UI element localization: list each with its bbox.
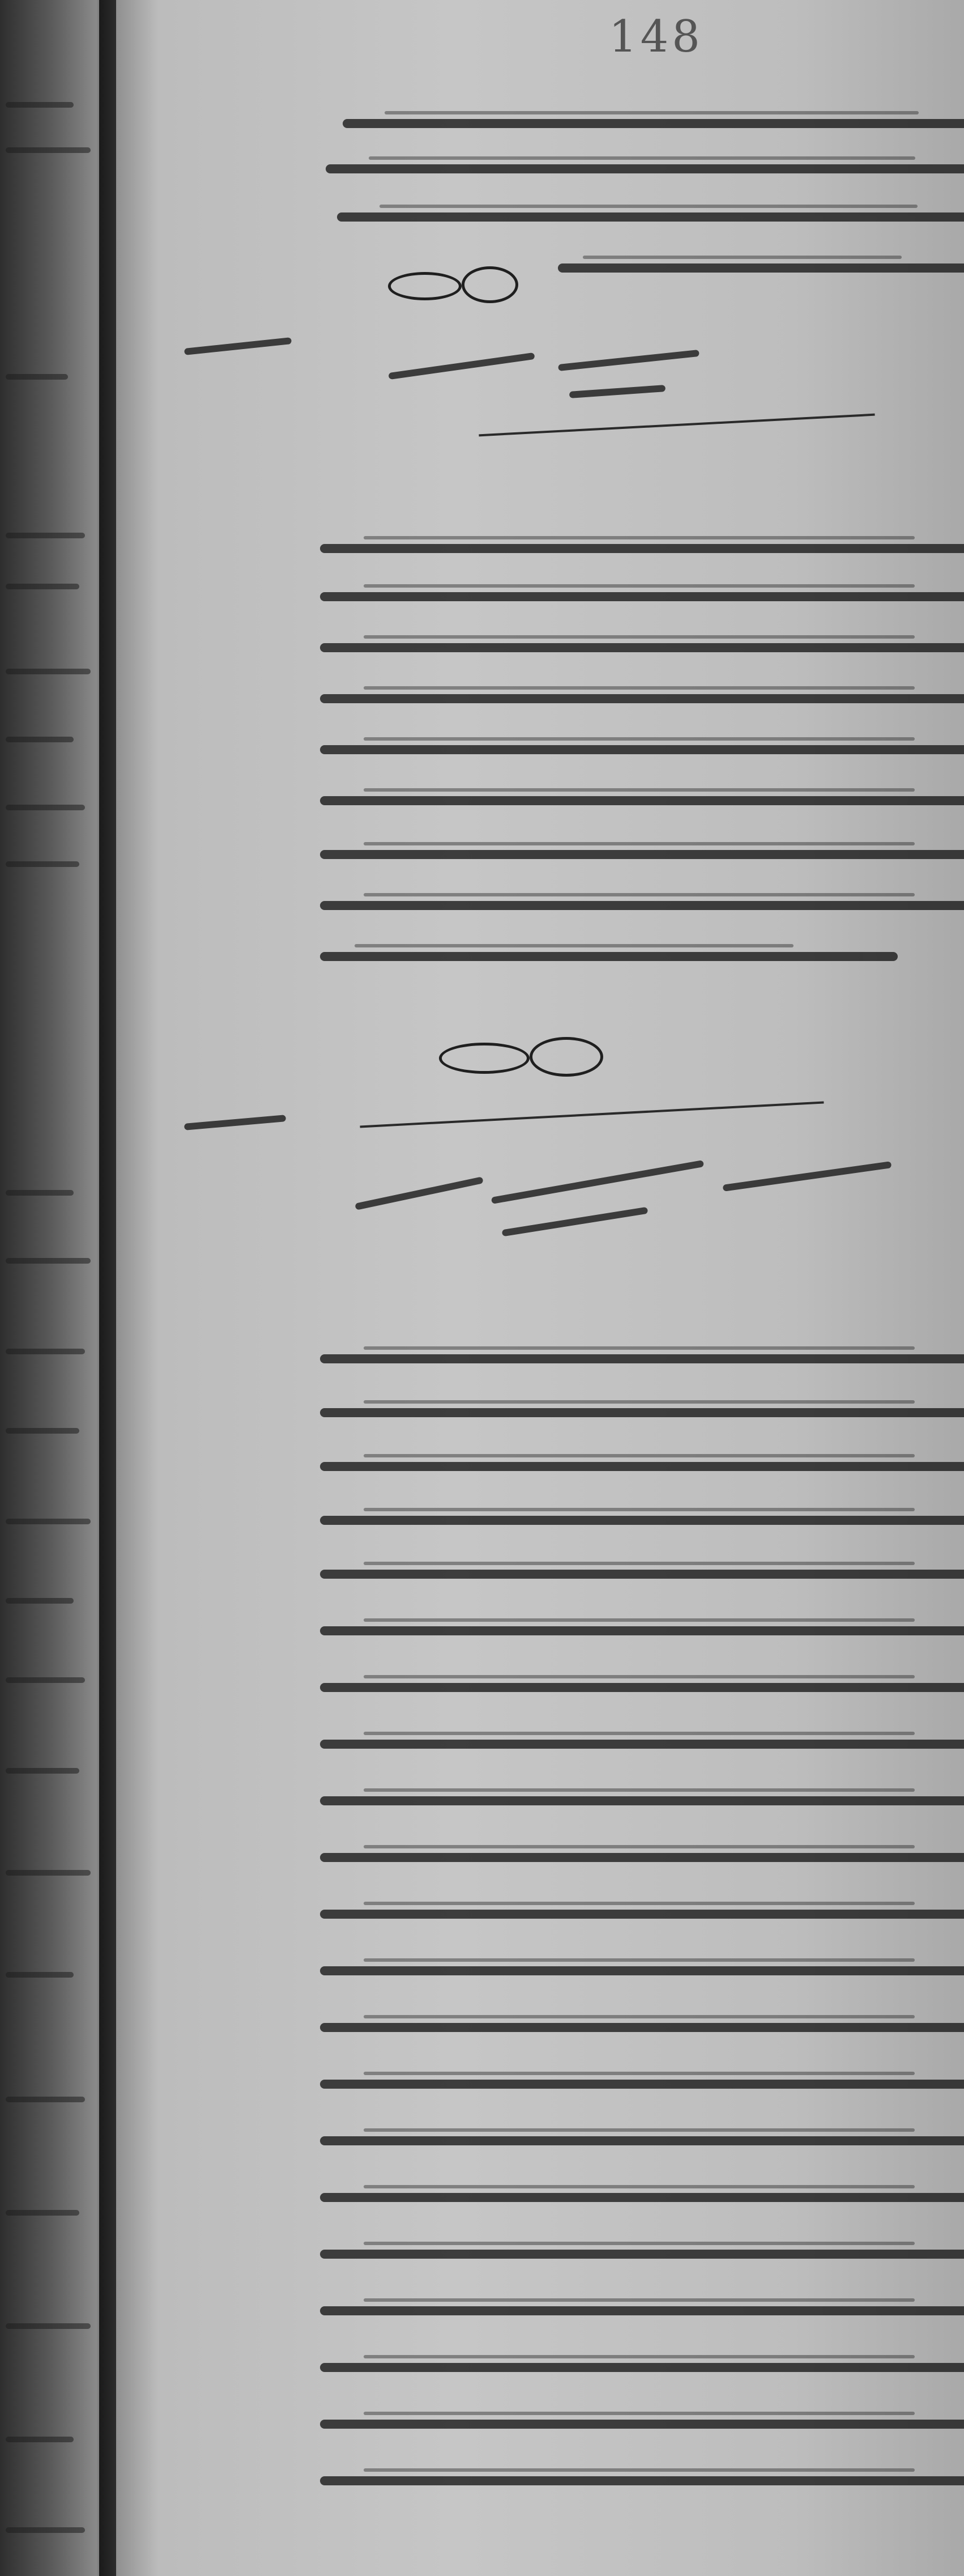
adjacent-page-ink [6,1870,91,1876]
handwritten-line [320,2136,964,2145]
handwritten-line [320,592,964,601]
adjacent-page-ink [6,2097,85,2102]
adjacent-page-ink [6,1190,74,1196]
handwritten-line [320,1570,964,1579]
adjacent-page-ink [6,2527,85,2533]
adjacent-page-ink [6,147,91,153]
marginal-note-1 [184,331,297,365]
handwritten-line [337,212,964,222]
folio-number: 148 [609,11,703,62]
handwritten-line [320,745,964,754]
handwritten-line [343,119,964,128]
manuscript-page [116,0,964,2576]
adjacent-page-ink [6,1768,79,1774]
section-divider [360,1102,824,1128]
handwritten-line [320,1683,964,1692]
signature-2 [433,1037,620,1077]
adjacent-page-ink [6,1677,85,1683]
handwritten-line [320,1462,964,1471]
handwritten-line [326,164,964,173]
adjacent-page-ink [6,861,79,867]
handwritten-line [320,544,964,553]
handwritten-line [320,1626,964,1635]
handwritten-line [558,263,964,273]
adjacent-page-ink [6,1519,91,1524]
section-divider [479,414,875,437]
handwritten-line [320,901,964,910]
adjacent-page-ink [6,102,74,108]
handwritten-line [320,1853,964,1862]
handwritten-line [320,1796,964,1805]
entry-3-text [320,1354,964,2533]
adjacent-page-strip [0,0,113,2576]
signature-1 [377,266,535,306]
handwritten-line [320,2080,964,2089]
handwritten-line [320,1966,964,1975]
adjacent-page-ink [6,2210,79,2216]
adjacent-page-ink [6,1349,85,1354]
adjacent-page-ink [6,1428,79,1434]
handwritten-line [320,1354,964,1363]
adjacent-page-ink [6,2323,91,2329]
handwritten-line [320,2193,964,2202]
adjacent-page-ink [6,669,91,674]
adjacent-page-ink [6,584,79,589]
handwritten-line [320,2420,964,2429]
adjacent-page-ink [6,2437,74,2442]
adjacent-page-ink [6,805,85,810]
handwritten-line [320,643,964,652]
adjacent-page-ink [6,1972,74,1978]
handwritten-line [320,2023,964,2032]
entry-2-text [320,544,964,1009]
handwritten-line [320,2250,964,2259]
handwritten-line [320,1516,964,1525]
adjacent-page-ink [6,1258,91,1264]
adjacent-page-ink [6,533,85,538]
handwritten-line [320,2363,964,2372]
handwritten-line [320,1408,964,1417]
handwritten-line [320,2306,964,2315]
entry-2-heading [388,340,705,408]
adjacent-page-ink [6,737,74,742]
entry-3-heading [354,1156,898,1241]
handwritten-line [320,850,964,859]
handwritten-line [320,796,964,805]
adjacent-page-ink [6,374,68,380]
marginal-note-2 [184,1108,297,1142]
handwritten-line [320,1910,964,1919]
handwritten-line [320,952,898,961]
handwritten-line [320,1740,964,1749]
handwritten-line [320,694,964,703]
handwritten-line [320,2476,964,2485]
adjacent-page-ink [6,1598,74,1604]
